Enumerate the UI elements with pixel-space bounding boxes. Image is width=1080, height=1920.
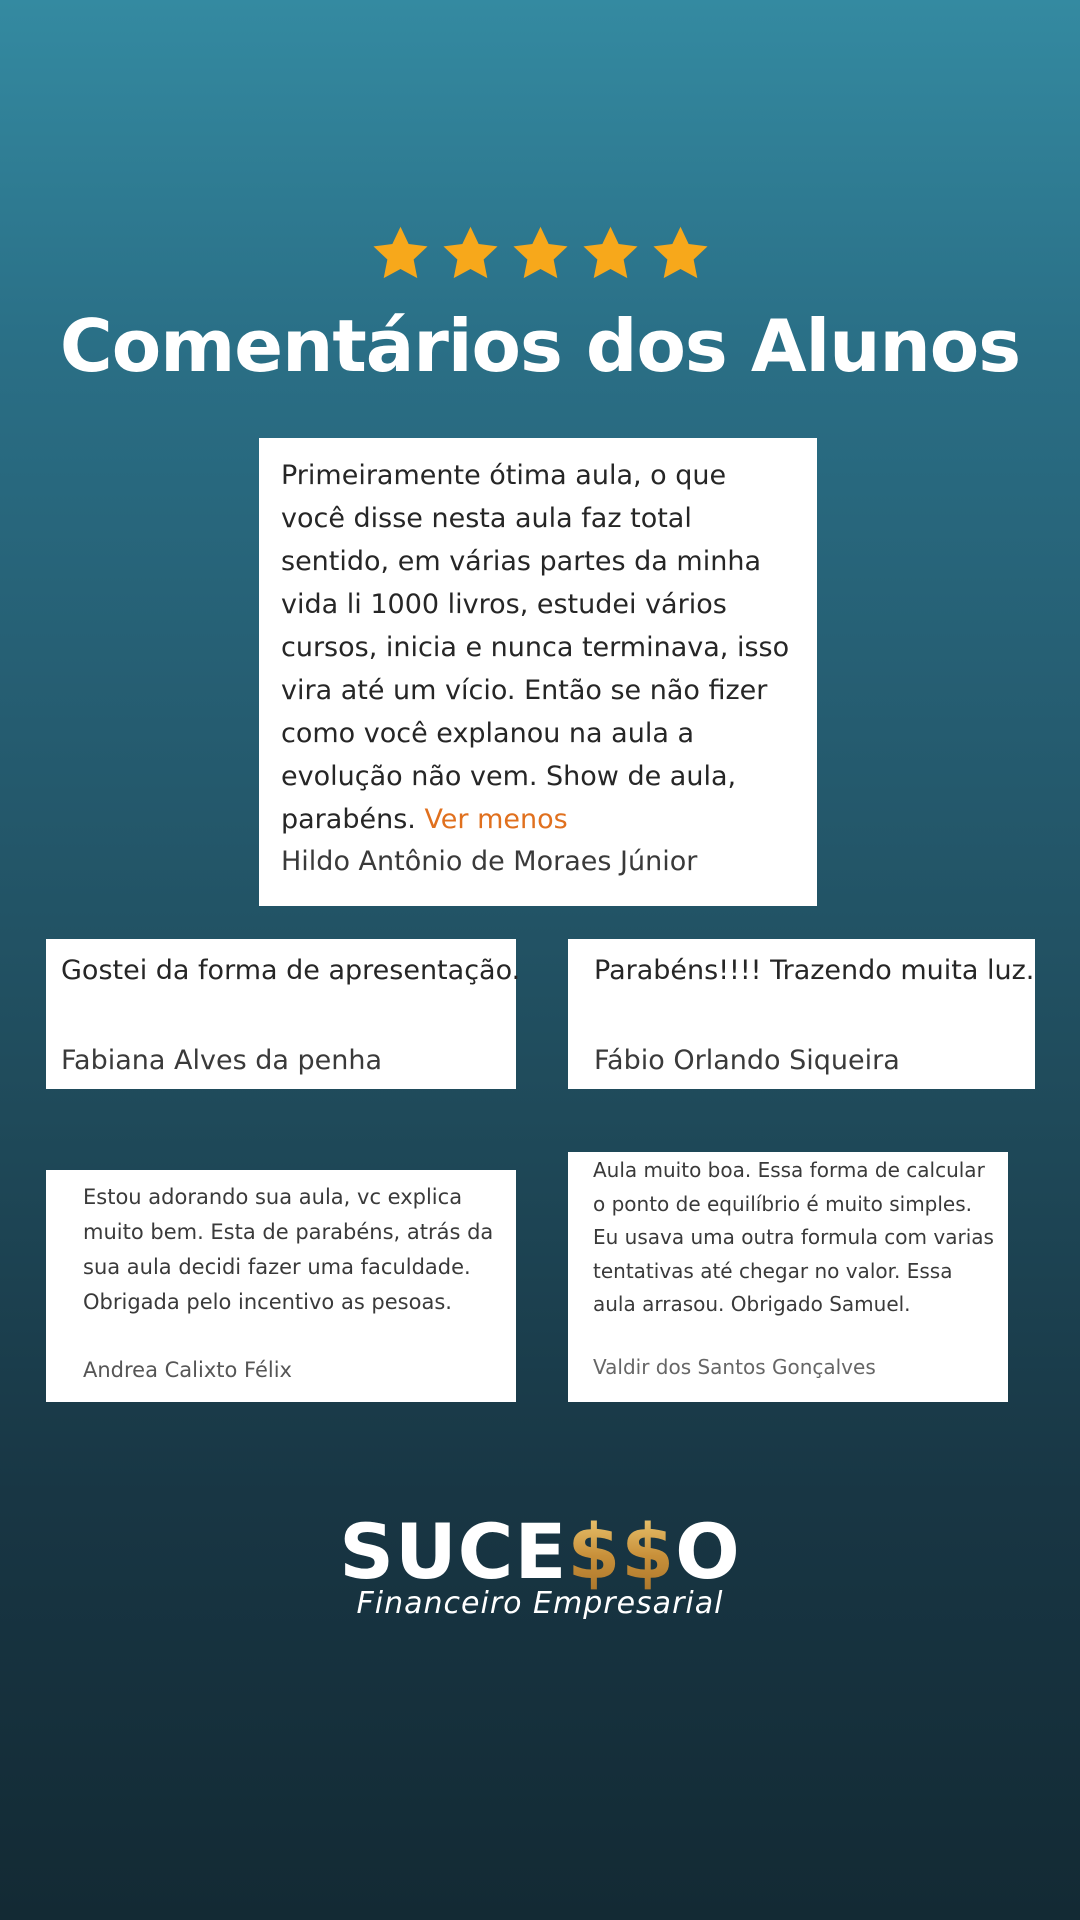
star-icon [579,222,642,285]
comment-body: Primeiramente ótima aula, o que você disse nesta aula faz total sentido, em várias partes da minha vida li 1000 livros, estudei vários cursos, inicia e nunca terminava, isso vira até um vício. Então se não fizer como você explanou na aula a evolução não vem. Show de aula, parabéns. [281,460,790,835]
brand-logo [0,1508,1080,1621]
comment-card [46,1170,516,1402]
brand-subtitle: Financeiro Empresarial [356,1586,724,1621]
star-icon [439,222,502,285]
comment-author: Fábio Orlando Siqueira [594,1045,900,1076]
brand-name-suffix: O [675,1507,741,1596]
comment-author: Fabiana Alves da penha [61,1045,383,1076]
comment-text: Parabéns!!!! Trazendo muita luz. [594,955,1035,986]
page-title: Comentários dos Alunos [59,304,1021,388]
comment-text: Estou adorando sua aula, vc explica muito bem. Esta de parabéns, atrás da sua aula decidi fazer uma faculdade. Obrigada pelo incentivo as pesoas. [83,1185,494,1314]
comment-card [568,939,1035,1089]
comment-card [568,1152,1008,1402]
brand-name-prefix: SUCE [339,1507,568,1596]
see-less-link[interactable]: Ver menos [424,804,568,835]
comment-author: Valdir dos Santos Gonçalves [593,1355,876,1379]
comment-card-main [259,438,817,906]
star-icon [369,222,432,285]
comment-text: Aula muito boa. Essa forma de calcular o ponto de equilíbrio é muito simples. Eu usava uma outra formula com varias tentativas até chegar no valor. Essa aula arrasou. Obrigado Samuel. [593,1158,994,1316]
star-icon [509,222,572,285]
comment-card [46,939,521,1089]
brand-wordmark [0,1508,1080,1596]
comment-text [281,454,795,841]
five-star-rating [0,222,1080,286]
comment-author: Hildo Antônio de Moraes Júnior [281,846,698,877]
comment-author: Andrea Calixto Félix [83,1358,292,1382]
star-icon [649,222,712,285]
brand-dollar-signs: $$ [567,1507,676,1596]
comment-text: Gostei da forma de apresentação. [61,955,521,986]
